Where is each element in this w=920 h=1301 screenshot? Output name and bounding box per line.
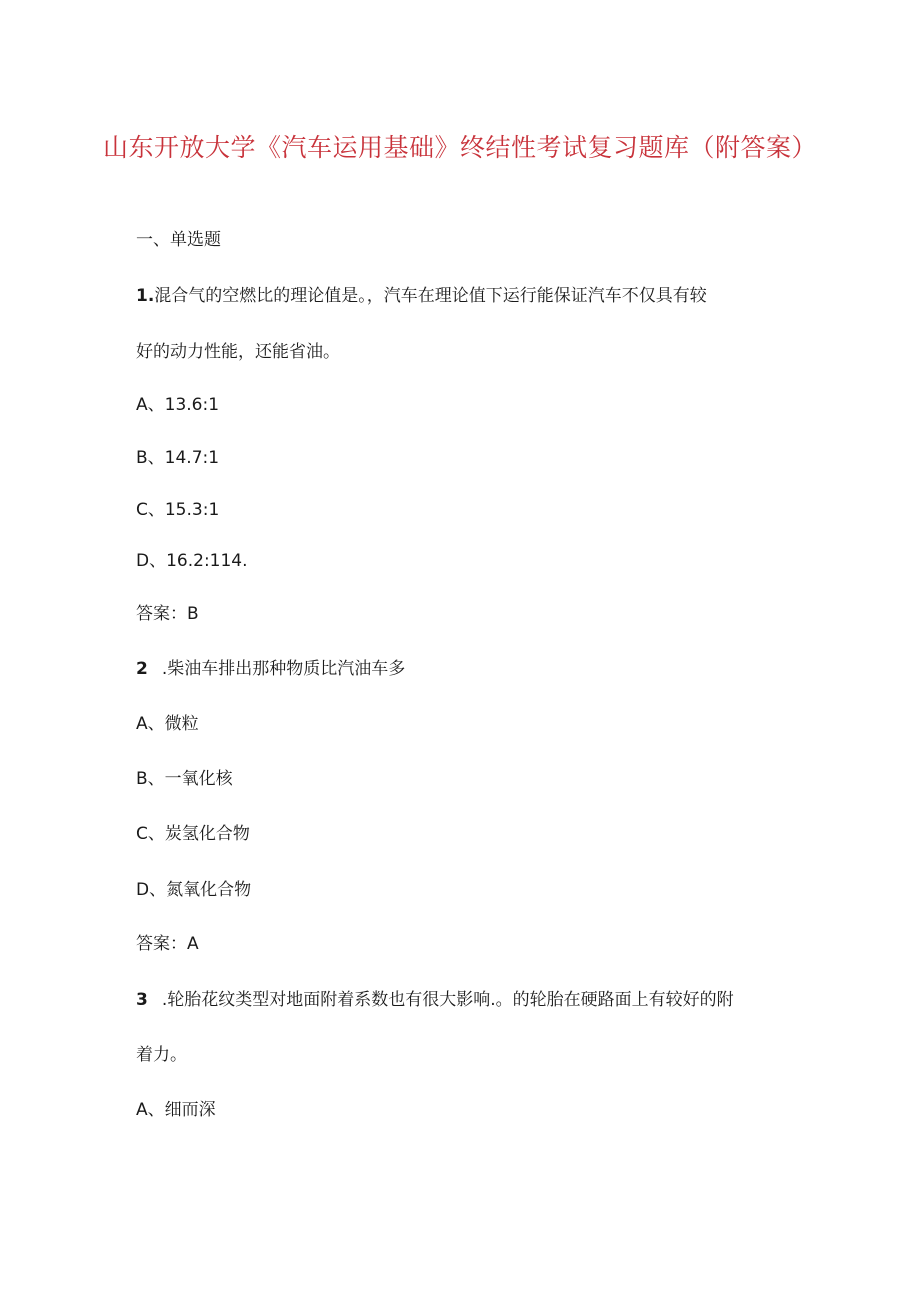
question-2-option-b: B、一氧化核 <box>136 769 233 789</box>
section-heading: 一、单选题 <box>136 230 221 250</box>
question-2-option-d: D、氮氧化合物 <box>136 880 252 900</box>
question-3-line-2: 着力。 <box>136 1045 187 1065</box>
question-1-option-d: D、16.2:114. <box>136 551 248 571</box>
document-title: 山东开放大学《汽车运用基础》终结性考试复习题库（附答案） <box>102 133 817 162</box>
question-1-option-a: A、13.6:1 <box>136 395 220 415</box>
question-1-number: 1. <box>136 286 155 306</box>
question-3-line-1 <box>136 988 734 1012</box>
question-3-option-a: A、细而深 <box>136 1100 216 1120</box>
question-2-option-a: A、微粒 <box>136 714 199 734</box>
question-1-line-1 <box>136 284 707 308</box>
question-2-answer: 答案：A <box>136 934 199 954</box>
question-3-number: 3 <box>136 990 148 1010</box>
question-3-text: .轮胎花纹类型对地面附着系数也有很大影响.。的轮胎在硬路面上有较好的附 <box>161 990 734 1010</box>
question-2-line-1 <box>136 657 405 681</box>
question-1-option-c: C、15.3:1 <box>136 500 220 520</box>
question-2-text: .柴油车排出那种物质比汽油车多 <box>161 659 406 679</box>
question-1-answer: 答案：B <box>136 604 199 624</box>
question-2-option-c: C、炭氢化合物 <box>136 824 250 844</box>
question-1-text: 混合气的空燃比的理论值是。，汽车在理论值下运行能保证汽车不仅具有较 <box>154 286 707 306</box>
question-2-number: 2 <box>136 659 148 679</box>
question-1-line-2: 好的动力性能，还能省油。 <box>136 342 340 362</box>
question-1-option-b: B、14.7:1 <box>136 448 220 468</box>
